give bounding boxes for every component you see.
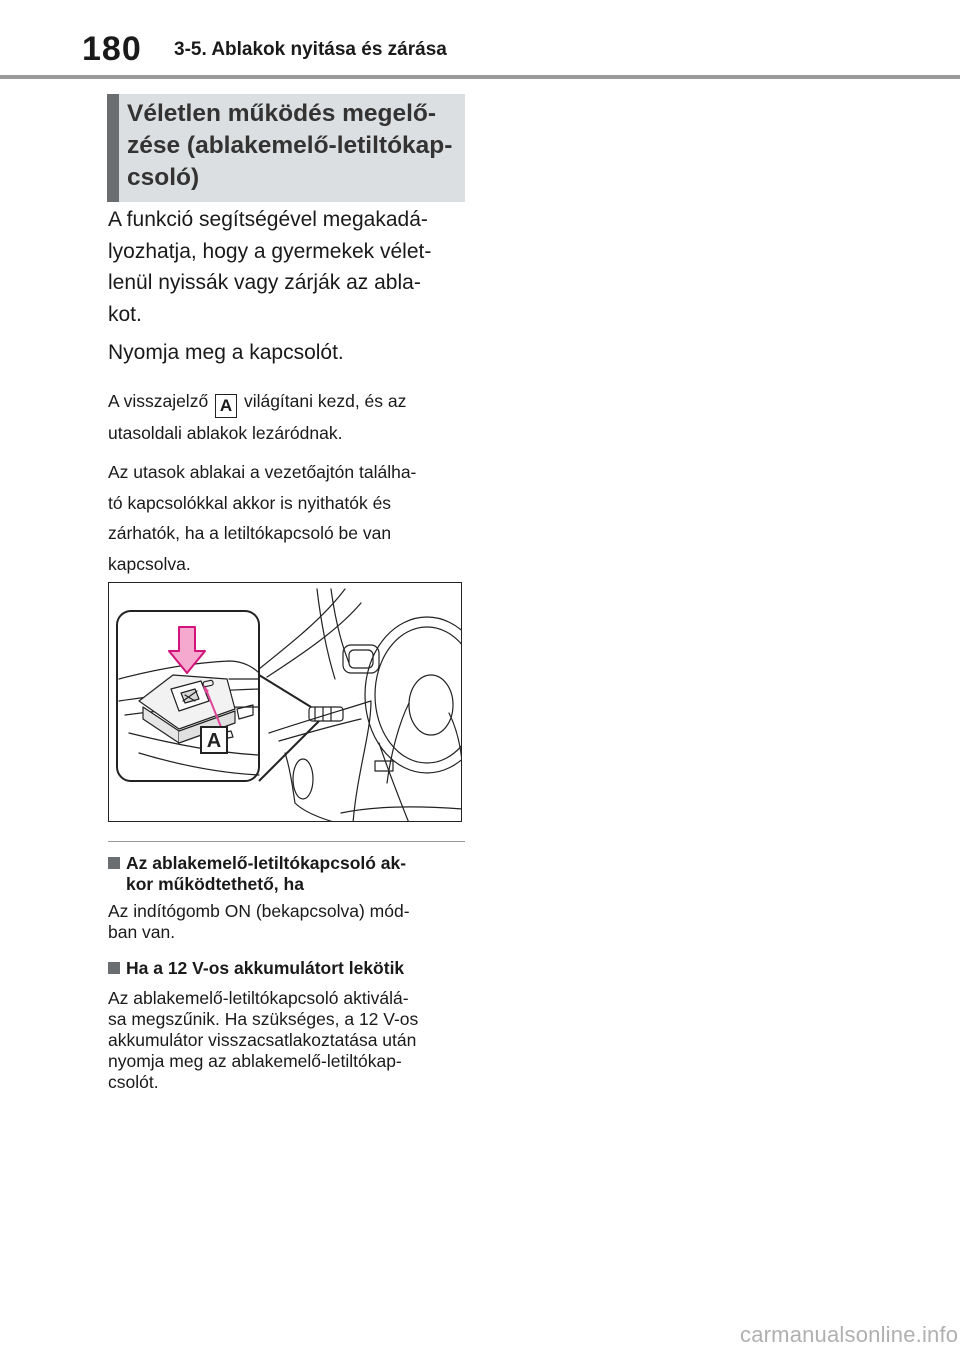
subsection-heading-1 [108,853,458,895]
indicator-note-line-2: utasoldali ablakok lezáródnak. [108,423,343,443]
note-text-before: A visszajelző [108,391,209,411]
page-number: 180 [82,30,142,68]
section-title-box [107,94,465,202]
footer-site-watermark: carmanualsonline.info [740,1322,959,1347]
window-lock-figure [108,582,462,822]
bullet-square-icon [108,962,120,974]
running-header: 3-5. Ablakok nyitása és zárása [174,39,447,60]
note-text-after: világítani kezd, és az [243,391,407,411]
section-title-bar [107,94,119,202]
instruction-step: Nyomja meg a kapcsolót. [108,341,344,364]
subsection-heading-1-text: Az ablakemelő-letiltókapcsoló ak- kor működtethető, ha [126,853,407,894]
section-title: Véletlen működés megelő- zése (ablakemelő-letiltókap- csoló) [127,100,453,191]
header-rule [0,75,960,79]
section-separator [108,841,465,842]
subsection-body-2: Az ablakemelő-letiltókapcsoló aktiválá- sa megszűnik. Ha szükséges, a 12 V-os akkumulátor visszacsatlakoztatása után nyomja meg az ablakemelő-letiltókap- csolót. [108,988,419,1092]
intro-paragraph: A funkció segítségével megakadá- lyozhatja, hogy a gyermekek vélet- lenül nyissák vagy zárják az abla- kot. [108,208,432,326]
bullet-square-icon [108,857,120,869]
window-lock-switch-illustration [109,583,462,822]
subsection-heading-2 [108,958,458,979]
label-a-box: A [215,394,237,418]
indicator-note [108,386,473,448]
callout-a-label: A [206,730,222,752]
subsection-body-1: Az indítógomb ON (bekapcsolva) mód- ban van. [108,901,410,942]
subsection-heading-2-text: Ha a 12 V-os akkumulátort lekötik [126,958,405,978]
passenger-window-note: Az utasok ablakai a vezetőajtón találha- tó kapcsolókkal akkor is nyithatók és zárhatók, ha a letiltókapcsoló be van kapcsolva. [108,462,417,574]
indicator-note-line-1 [108,386,473,418]
